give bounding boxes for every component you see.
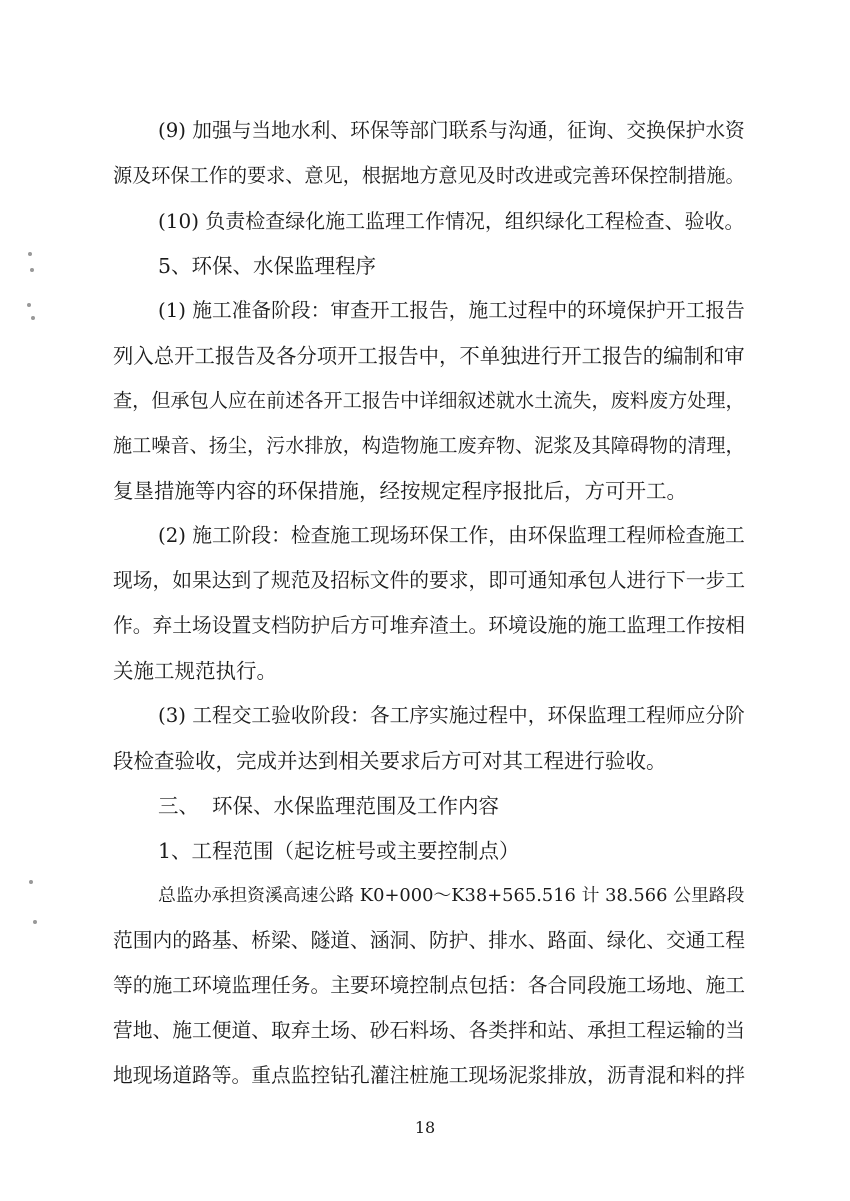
scan-speck — [29, 880, 33, 884]
page-number: 18 — [414, 1118, 436, 1137]
scan-speck — [27, 303, 31, 307]
scan-speck — [28, 252, 32, 256]
scope-line-5: 地现场道路等。重点监控钻孔灌注桩施工现场泥浆排放，沥青混和料的拌 — [113, 1064, 745, 1087]
scope-line-3: 等的施工环境监理任务。主要环境控制点包括：各合同段施工场地、施工 — [113, 974, 745, 997]
item-1-line-1: (1) 施工准备阶段：审查开工报告，施工过程中的环境保护开工报告 — [158, 299, 745, 322]
scan-speck — [31, 316, 35, 320]
item-3-line-1: (3) 工程交工验收阶段：各工序实施过程中，环保监理工程师应分阶 — [158, 704, 745, 727]
paragraph-10: (10) 负责检查绿化施工监理工作情况，组织绿化工程检查、验收。 — [158, 209, 745, 233]
scope-line-2: 范围内的路基、桥梁、隧道、涵洞、防护、排水、路面、绿化、交通工程 — [113, 929, 745, 952]
scan-speck — [30, 268, 34, 272]
paragraph-9-line-2: 源及环保工作的要求、意见，根据地方意见及时改进或完善环保控制措施。 — [113, 164, 745, 187]
scope-line-1: 总监办承担资溪高速公路 K0+000～K38+565.516 计 38.566 公里路段 — [158, 885, 745, 906]
scope-line-4: 营地、施工便道、取弃土场、砂石料场、各类拌和站、承担工程运输的当 — [113, 1019, 745, 1042]
item-2-line-4: 关施工规范执行。 — [113, 659, 277, 683]
item-1-line-3: 查，但承包人应在前述各开工报告中详细叙述就水土流失，废料废方处理， — [113, 389, 745, 412]
item-2-line-3: 作。弃土场设置支档防护后方可堆弃渣土。环境设施的施工监理工作按相 — [113, 614, 745, 637]
section-heading-1: 1、工程范围（起讫桩号或主要控制点） — [158, 839, 520, 863]
item-1-line-2: 列入总开工报告及各分项开工报告中，不单独进行开工报告的编制和审 — [113, 344, 745, 368]
paragraph-9-line-1: (9) 加强与当地水利、环保等部门联系与沟通，征询、交换保护水资 — [158, 119, 745, 142]
item-1-line-5: 复垦措施等内容的环保措施，经按规定程序报批后，方可开工。 — [113, 479, 687, 503]
section-heading-5: 5、环保、水保监理程序 — [158, 254, 377, 278]
item-2-line-1: (2) 施工阶段：检查施工现场环保工作，由环保监理工程师检查施工 — [158, 524, 745, 547]
chapter-heading-3: 三、 环保、水保监理范围及工作内容 — [158, 794, 500, 818]
item-1-line-4: 施工噪音、扬尘，污水排放，构造物施工废弃物、泥浆及其障碍物的清理， — [113, 434, 745, 457]
scan-speck — [33, 920, 37, 924]
item-2-line-2: 现场，如果达到了规范及招标文件的要求，即可通知承包人进行下一步工 — [113, 569, 745, 592]
item-3-line-2: 段检查验收，完成并达到相关要求后方可对其工程进行验收。 — [113, 749, 667, 773]
